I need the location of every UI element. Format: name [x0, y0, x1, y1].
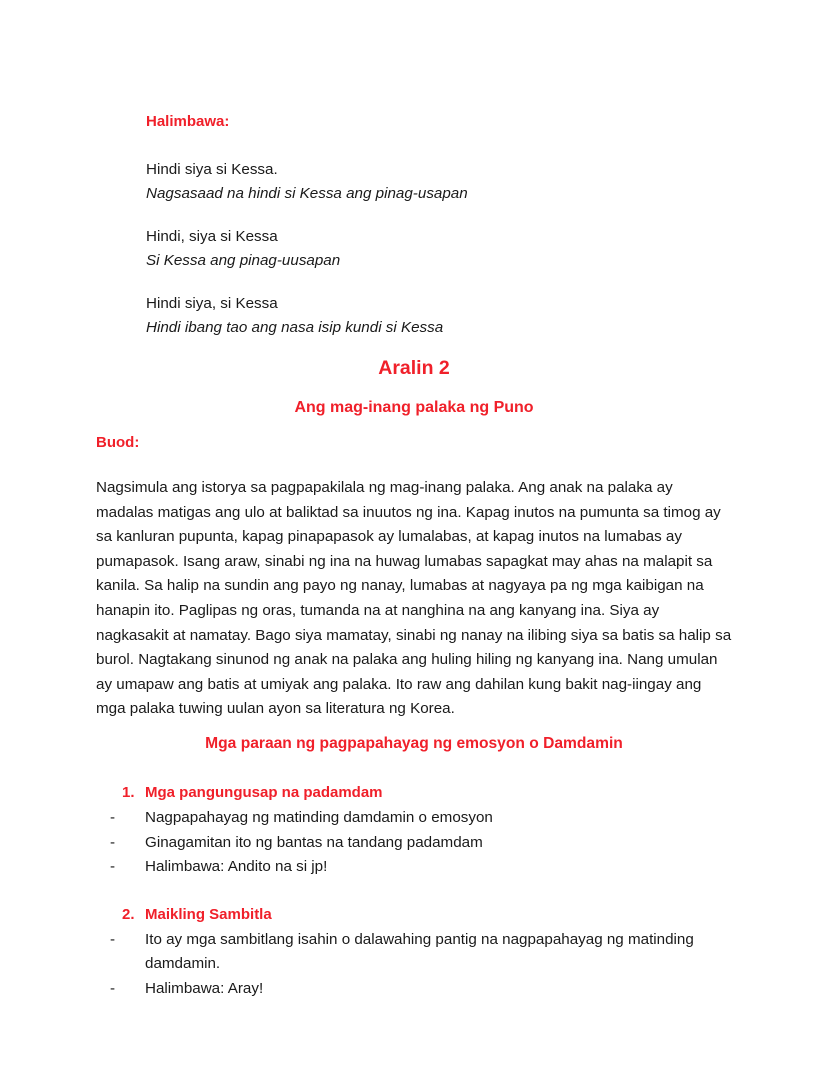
example-pair: [146, 225, 746, 273]
dash-bullet-icon: -: [110, 979, 116, 997]
section-heading: Mga paraan ng pagpapahayag ng emosyon o Damdamin: [205, 735, 623, 752]
summary-paragraph: Nagsimula ang istorya sa pagpapakilala ng mag-inang palaka. Ang anak na palaka ay madalas matigas ang ulo at baliktad sa inuutos ng ina. Kapag inutos na pumunta sa timog ay sa kanluran pupunta, kapag pinapapasok ay lumalabas, at kapag inutos na lumabas ay pumapasok. Isang araw, sinabi ng ina na huwag lumabas sapagkat may ahas na malapit sa kanila. Sa halip na sundin ang payo ng nanay, lumabas at nagyaya pa ng mga kaibigan na hanapin ito. Paglipas ng oras, tumanda na at nanghina na ang kanyang ina. Siya ay nagkasakit at namatay. Bago siya mamatay, sinabi ng nanay na ilibing siya sa batis sa halip sa burol. Nagtakang sinunod ng anak na palaka ang huling hiling ng kanyang ina. Nang umulan ay umapaw ang batis at umiyak ang palaka. Ito raw ang dahilan kung bakit nag-iingay ang mga palaka tuwing uulan ayon sa literatura ng Korea.: [96, 479, 732, 718]
halimbawa-heading: Halimbawa:: [146, 113, 230, 130]
list-item-label: Ito ay mga sambitlang isahin o dalawahing pantig na nagpapahayag ng matinding damdamin.: [145, 930, 694, 973]
list-group-number: 1.: [122, 784, 135, 801]
lesson-title-block: [0, 356, 828, 419]
dash-bullet-icon: -: [110, 858, 116, 876]
list-item-label: Nagpapahayag ng matinding damdamin o emosyon: [145, 809, 493, 826]
example-pair: [146, 292, 746, 340]
example-meaning: Hindi ibang tao ang nasa isip kundi si Kessa: [146, 319, 444, 336]
numbered-list: [0, 782, 828, 1002]
example-meaning: Nagsasaad na hindi si Kessa ang pinag-usapan: [146, 185, 468, 202]
list-group-title-row: [0, 904, 828, 925]
list-item: [0, 977, 828, 1002]
list-item-label: Halimbawa: Andito na si jp!: [145, 858, 328, 876]
dash-bullet-icon: -: [110, 809, 116, 826]
list-group: [0, 904, 828, 1002]
example-pair: [146, 158, 746, 206]
dash-bullet-icon: -: [110, 833, 116, 851]
summary-heading: Buod:: [96, 434, 140, 451]
list-item-label: Ginagamitan ito ng bantas na tandang padamdam: [145, 833, 483, 851]
list-group: [0, 782, 828, 880]
list-group-title: Mga pangungusap na padamdam: [145, 784, 383, 801]
halimbawa-block: [146, 112, 746, 359]
list-group-title-row: [0, 782, 828, 803]
list-item: [0, 831, 828, 856]
lesson-subtitle: Ang mag-inang palaka ng Puno: [294, 399, 534, 416]
example-sentence: Hindi, siya si Kessa: [146, 228, 278, 245]
list-item: [0, 806, 828, 831]
lesson-title: Aralin 2: [378, 357, 450, 379]
list-item-label: Halimbawa: Aray!: [145, 979, 264, 997]
example-meaning: Si Kessa ang pinag-uusapan: [146, 252, 341, 269]
list-item: [0, 855, 828, 880]
list-item: [0, 928, 828, 977]
example-sentence: Hindi siya si Kessa.: [146, 161, 278, 178]
dash-bullet-icon: -: [110, 930, 116, 948]
list-group-number: 2.: [122, 905, 135, 923]
list-group-title: Maikling Sambitla: [145, 905, 272, 923]
example-sentence: Hindi siya, si Kessa: [146, 295, 278, 312]
